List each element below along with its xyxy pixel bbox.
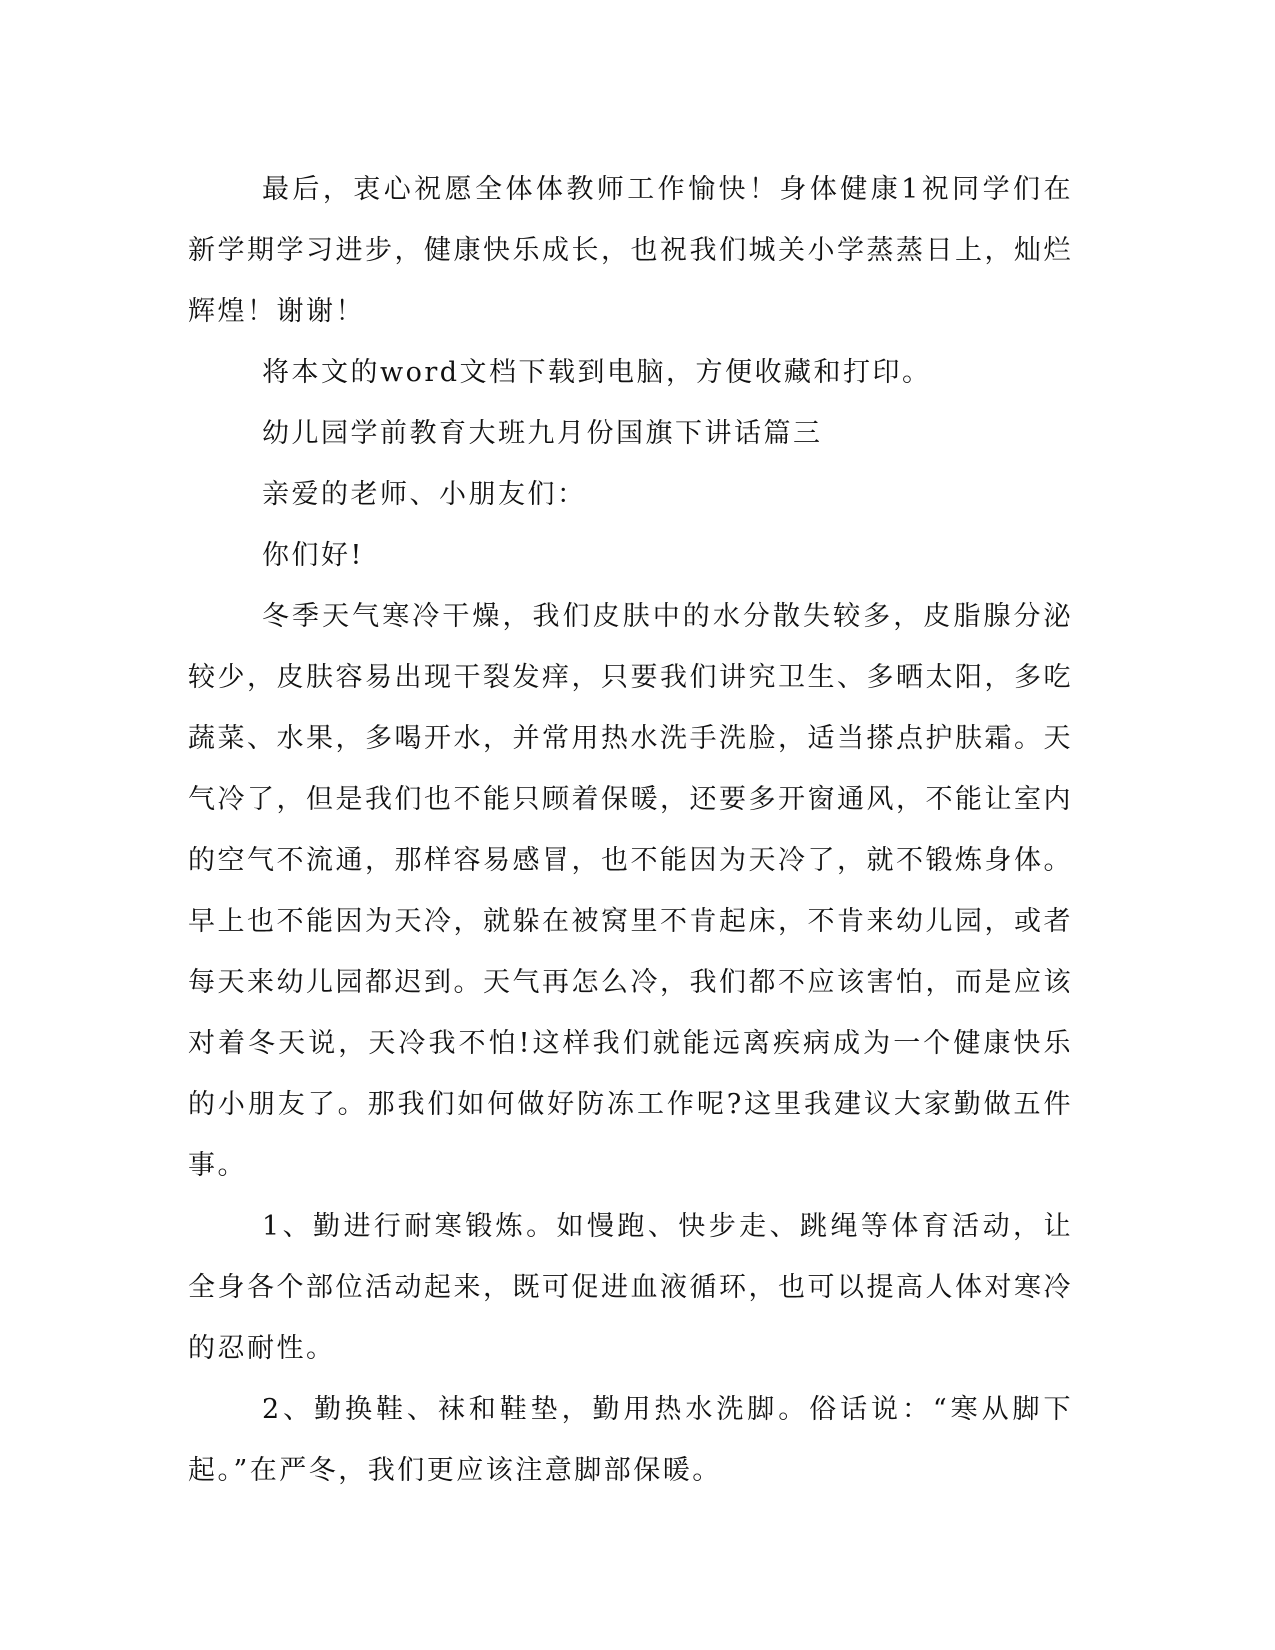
greeting: 你们好! <box>262 540 364 571</box>
closing-paragraph: 最后，衷心祝愿全体体教师工作愉快！身体健康1祝同学们在新学期学习进步，健康快乐成长，也祝我们城关小学蒸蒸日上，灿烂辉煌！谢谢！ <box>188 174 1073 327</box>
tip-1-paragraph: 1、勤进行耐寒锻炼。如慢跑、快步走、跳绳等体育活动，让全身各个部位活动起来，既可促进血液循环，也可以提高人体对寒冷的忍耐性。 <box>188 1211 1073 1364</box>
section-title: 幼儿园学前教育大班九月份国旗下讲话篇三 <box>262 418 823 449</box>
tip-2-paragraph: 2、勤换鞋、袜和鞋垫，勤用热水洗脚。俗话说：“寒从脚下起。”在严冬，我们更应该注意脚部保暖。 <box>188 1394 1073 1486</box>
winter-paragraph: 冬季天气寒冷干燥，我们皮肤中的水分散失较多，皮脂腺分泌较少，皮肤容易出现干裂发痒，只要我们讲究卫生、多晒太阳，多吃蔬菜、水果，多喝开水，并常用热水洗手洗脸，适当搽点护肤霜。天气冷了，但是我们也不能只顾着保暖，还要多开窗通风，不能让室内的空气不流通，那样容易感冒，也不能因为天冷了，就不锻炼身体。早上也不能因为天冷，就躲在被窝里不肯起床，不肯来幼儿园，或者每天来幼儿园都迟到。天气再怎么冷，我们都不应该害怕，而是应该对着冬天说，天冷我不怕!这样我们就能远离疾病成为一个健康快乐的小朋友了。那我们如何做好防冻工作呢?这里我建议大家勤做五件事。 <box>188 601 1073 1181</box>
salutation: 亲爱的老师、小朋友们： <box>262 479 587 510</box>
download-note: 将本文的word文档下载到电脑，方便收藏和打印。 <box>262 357 932 388</box>
document-page <box>188 159 1073 1501</box>
